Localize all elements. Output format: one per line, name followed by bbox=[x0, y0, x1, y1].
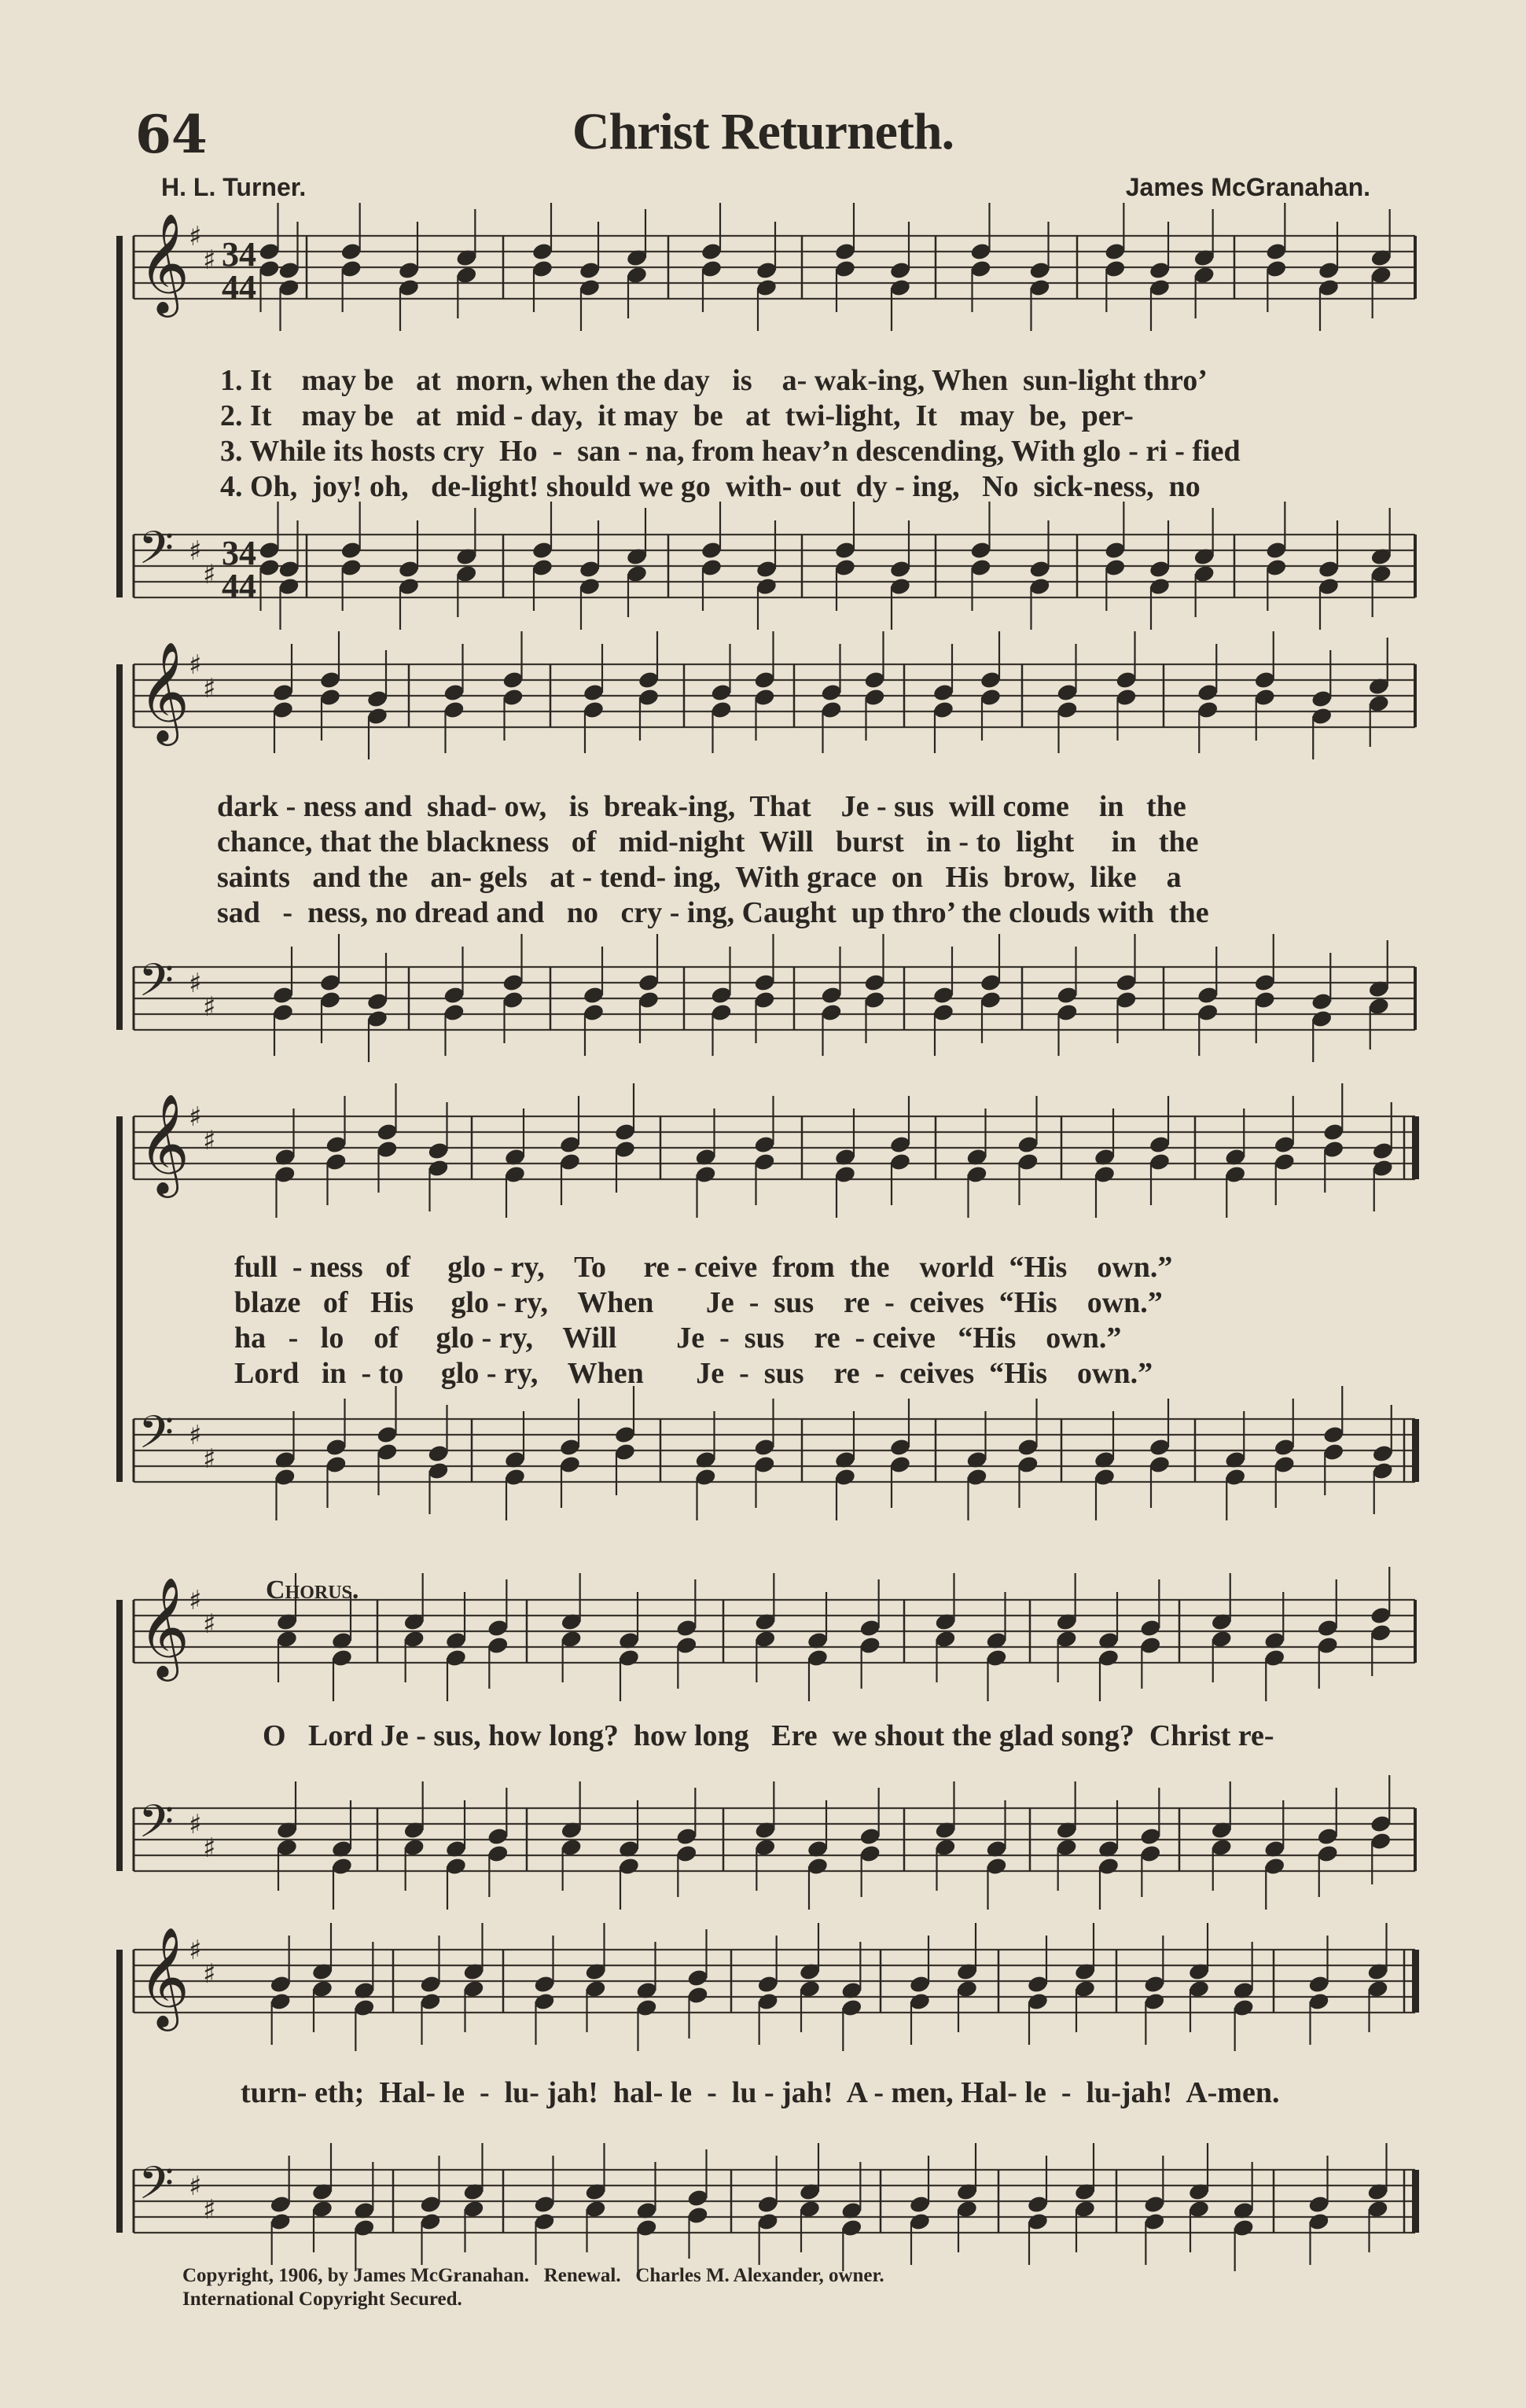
bass-clef: 𝄢 bbox=[138, 521, 175, 586]
sharp-sign: ♯ bbox=[203, 673, 216, 704]
sharp-sign: ♯ bbox=[189, 968, 202, 999]
sharp-sign: ♯ bbox=[203, 1833, 216, 1864]
lyric-line: sad - ness, no dread and no cry - ing, Caught up thro’ the clouds with the bbox=[217, 896, 1209, 929]
system-bracket bbox=[116, 664, 123, 1030]
sharp-sign: ♯ bbox=[203, 1443, 216, 1475]
lyric-line: 3. While its hosts cry Ho - san - na, from heav’n descending, With glo - ri - fied bbox=[220, 435, 1241, 468]
lyric-line: turn- eth; Hal- le - lu- jah! hal- le - lu - jah! A - men, Hal- le - lu-jah! A-men. bbox=[241, 2076, 1280, 2109]
lyric-line: saints and the an- gels at - tend- ing, With grace on His brow, like a bbox=[217, 861, 1182, 894]
system-bracket bbox=[116, 1600, 123, 1871]
final-barline bbox=[1412, 1116, 1419, 1179]
sharp-sign: ♯ bbox=[189, 535, 202, 567]
lyric-line: 2. It may be at mid - day, it may be at twi-light, It may be, per- bbox=[220, 399, 1134, 432]
sharp-sign: ♯ bbox=[203, 1125, 216, 1156]
poet-credit: H. L. Turner. bbox=[161, 173, 307, 201]
sharp-sign: ♯ bbox=[203, 559, 216, 590]
lyric-line: ha - lo of glo - ry, Will Je - sus re - ceive “His own.” bbox=[234, 1322, 1122, 1355]
sharp-sign: ♯ bbox=[189, 1101, 202, 1133]
sharp-sign: ♯ bbox=[189, 649, 202, 681]
sharp-sign: ♯ bbox=[203, 991, 216, 1023]
sharp-sign: ♯ bbox=[203, 1608, 216, 1640]
sharp-sign: ♯ bbox=[189, 221, 202, 252]
bass-clef: 𝄢 bbox=[138, 2156, 175, 2221]
treble-clef: 𝄞 bbox=[138, 1576, 190, 1677]
hymn-title: Christ Returneth. bbox=[572, 103, 954, 160]
lyric-line: blaze of His glo - ry, When Je - sus re - ceives “His own.” bbox=[234, 1286, 1163, 1319]
copyright-notice bbox=[182, 2264, 884, 2311]
time-signature: 34 bbox=[222, 534, 256, 572]
treble-clef: 𝄞 bbox=[138, 212, 190, 313]
treble-clef: 𝄞 bbox=[138, 1093, 190, 1193]
lyric-line: dark - ness and shad- ow, is break-ing, That Je - sus will come in the bbox=[217, 790, 1186, 823]
sharp-sign: ♯ bbox=[203, 244, 216, 276]
time-signature: 34 bbox=[222, 235, 256, 274]
chorus-label: Chorus. bbox=[266, 1575, 359, 1605]
bass-clef: 𝄢 bbox=[138, 954, 175, 1018]
treble-clef: 𝄞 bbox=[138, 1926, 190, 2027]
lyric-line: Lord in - to glo - ry, When Je - sus re - ceives “His own.” bbox=[234, 1357, 1153, 1390]
final-barline bbox=[1412, 1950, 1419, 2013]
treble-clef: 𝄞 bbox=[138, 641, 190, 741]
lyric-line: 4. Oh, joy! oh, de-light! should we go with- out dy - ing, No sick-ness, no bbox=[220, 470, 1201, 503]
sharp-sign: ♯ bbox=[189, 1585, 202, 1616]
sharp-sign: ♯ bbox=[189, 1935, 202, 1966]
sharp-sign: ♯ bbox=[203, 1958, 216, 1990]
sharp-sign: ♯ bbox=[189, 1420, 202, 1451]
bass-clef: 𝄢 bbox=[138, 1406, 175, 1470]
lyric-line: O Lord Je - sus, how long? how long Ere we shout the glad song? Christ re- bbox=[263, 1719, 1274, 1752]
sharp-sign: ♯ bbox=[189, 2171, 202, 2202]
copyright-line: Copyright, 1906, by James McGranahan. Renewal. Charles M. Alexander, owner. bbox=[182, 2265, 884, 2286]
hymn-number: 64 bbox=[135, 104, 208, 165]
system-bracket bbox=[116, 236, 123, 597]
time-signature: 44 bbox=[222, 268, 256, 307]
lyric-line: chance, that the blackness of mid-night Will burst in - to light in the bbox=[217, 825, 1199, 858]
system-bracket bbox=[116, 1950, 123, 2233]
bass-clef: 𝄢 bbox=[138, 1795, 175, 1859]
copyright-line: International Copyright Secured. bbox=[182, 2289, 462, 2310]
system-bracket bbox=[116, 1116, 123, 1482]
time-signature: 44 bbox=[222, 567, 256, 605]
sharp-sign: ♯ bbox=[189, 1809, 202, 1840]
final-barline bbox=[1412, 1419, 1419, 1482]
final-barline bbox=[1412, 2170, 1419, 2233]
lyric-line: 1. It may be at morn, when the day is a- wak-ing, When sun-light thro’ bbox=[220, 364, 1208, 397]
composer-credit: James McGranahan. bbox=[1125, 173, 1370, 201]
sharp-sign: ♯ bbox=[203, 2194, 216, 2226]
lyric-line: full - ness of glo - ry, To re - ceive from the world “His own.” bbox=[234, 1251, 1173, 1284]
